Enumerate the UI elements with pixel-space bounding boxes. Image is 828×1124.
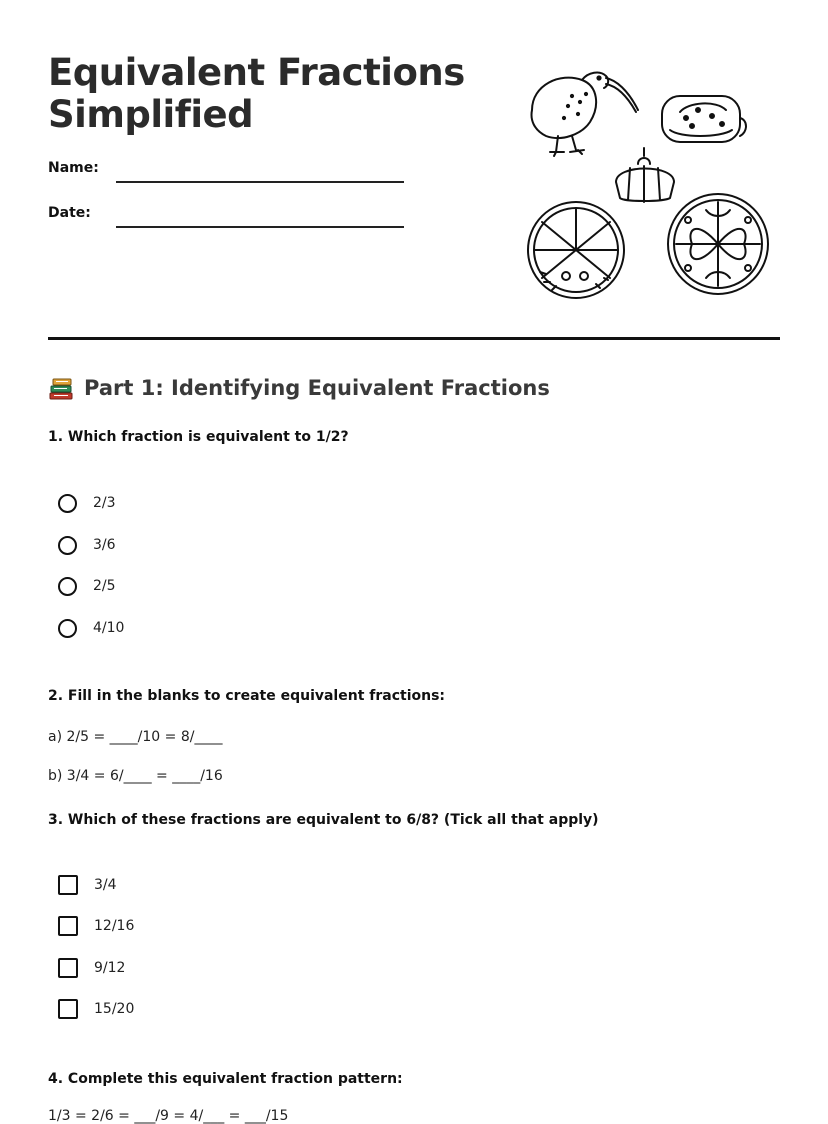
title-line-2: Simplified <box>48 93 254 136</box>
q3-option-4[interactable] <box>58 997 134 1021</box>
part1-heading <box>48 375 550 401</box>
illustrations <box>520 60 780 310</box>
q1-option-label: 4/10 <box>93 620 125 636</box>
part1-title: Part 1: Identifying Equivalent Fractions <box>84 376 550 400</box>
question-1: 1. Which fraction is equivalent to 1/2? <box>48 429 349 445</box>
q1-option-2[interactable] <box>58 533 116 557</box>
name-label: Name: <box>48 160 99 176</box>
q1-option-label: 2/3 <box>93 495 116 511</box>
question-3: 3. Which of these fractions are equivalent to 6/8? (Tick all that apply) <box>48 812 599 828</box>
jelly-icon <box>616 148 674 202</box>
question-2: 2. Fill in the blanks to create equivalent fractions: <box>48 688 446 704</box>
checkbox[interactable] <box>58 916 78 936</box>
radio-button[interactable] <box>58 536 77 555</box>
q1-option-3[interactable] <box>58 574 116 598</box>
date-label: Date: <box>48 205 91 221</box>
radio-button[interactable] <box>58 577 77 596</box>
section-divider <box>48 337 780 340</box>
dessert-icon <box>662 96 746 142</box>
radio-button[interactable] <box>58 494 77 513</box>
q1-option-label: 2/5 <box>93 578 116 594</box>
worksheet-title <box>48 52 465 136</box>
checkbox[interactable] <box>58 958 78 978</box>
q1-option-label: 3/6 <box>93 537 116 553</box>
title-line-1: Equivalent Fractions <box>48 51 465 94</box>
q3-option-3[interactable] <box>58 956 125 980</box>
q2-part-b[interactable]: b) 3/4 = 6/____ = ____/16 <box>48 768 223 784</box>
pie-icon <box>528 202 624 298</box>
q3-option-2[interactable] <box>58 914 134 938</box>
kiwi-bird-icon <box>532 73 638 156</box>
decorated-pie-icon <box>668 194 768 294</box>
name-input-line[interactable] <box>116 181 404 183</box>
books-icon <box>48 375 74 401</box>
q2-part-a[interactable]: a) 2/5 = ____/10 = 8/____ <box>48 729 223 745</box>
checkbox[interactable] <box>58 999 78 1019</box>
q1-option-1[interactable] <box>58 491 116 515</box>
q3-option-1[interactable] <box>58 873 117 897</box>
q3-option-label: 9/12 <box>94 960 126 976</box>
q3-option-label: 12/16 <box>94 918 135 934</box>
date-input-line[interactable] <box>116 226 404 228</box>
q3-option-label: 3/4 <box>94 877 117 893</box>
q4-pattern[interactable]: 1/3 = 2/6 = ___/9 = 4/___ = ___/15 <box>48 1108 289 1124</box>
q1-option-4[interactable] <box>58 616 124 640</box>
question-4: 4. Complete this equivalent fraction pattern: <box>48 1071 403 1087</box>
q3-option-label: 15/20 <box>94 1001 135 1017</box>
checkbox[interactable] <box>58 875 78 895</box>
radio-button[interactable] <box>58 619 77 638</box>
